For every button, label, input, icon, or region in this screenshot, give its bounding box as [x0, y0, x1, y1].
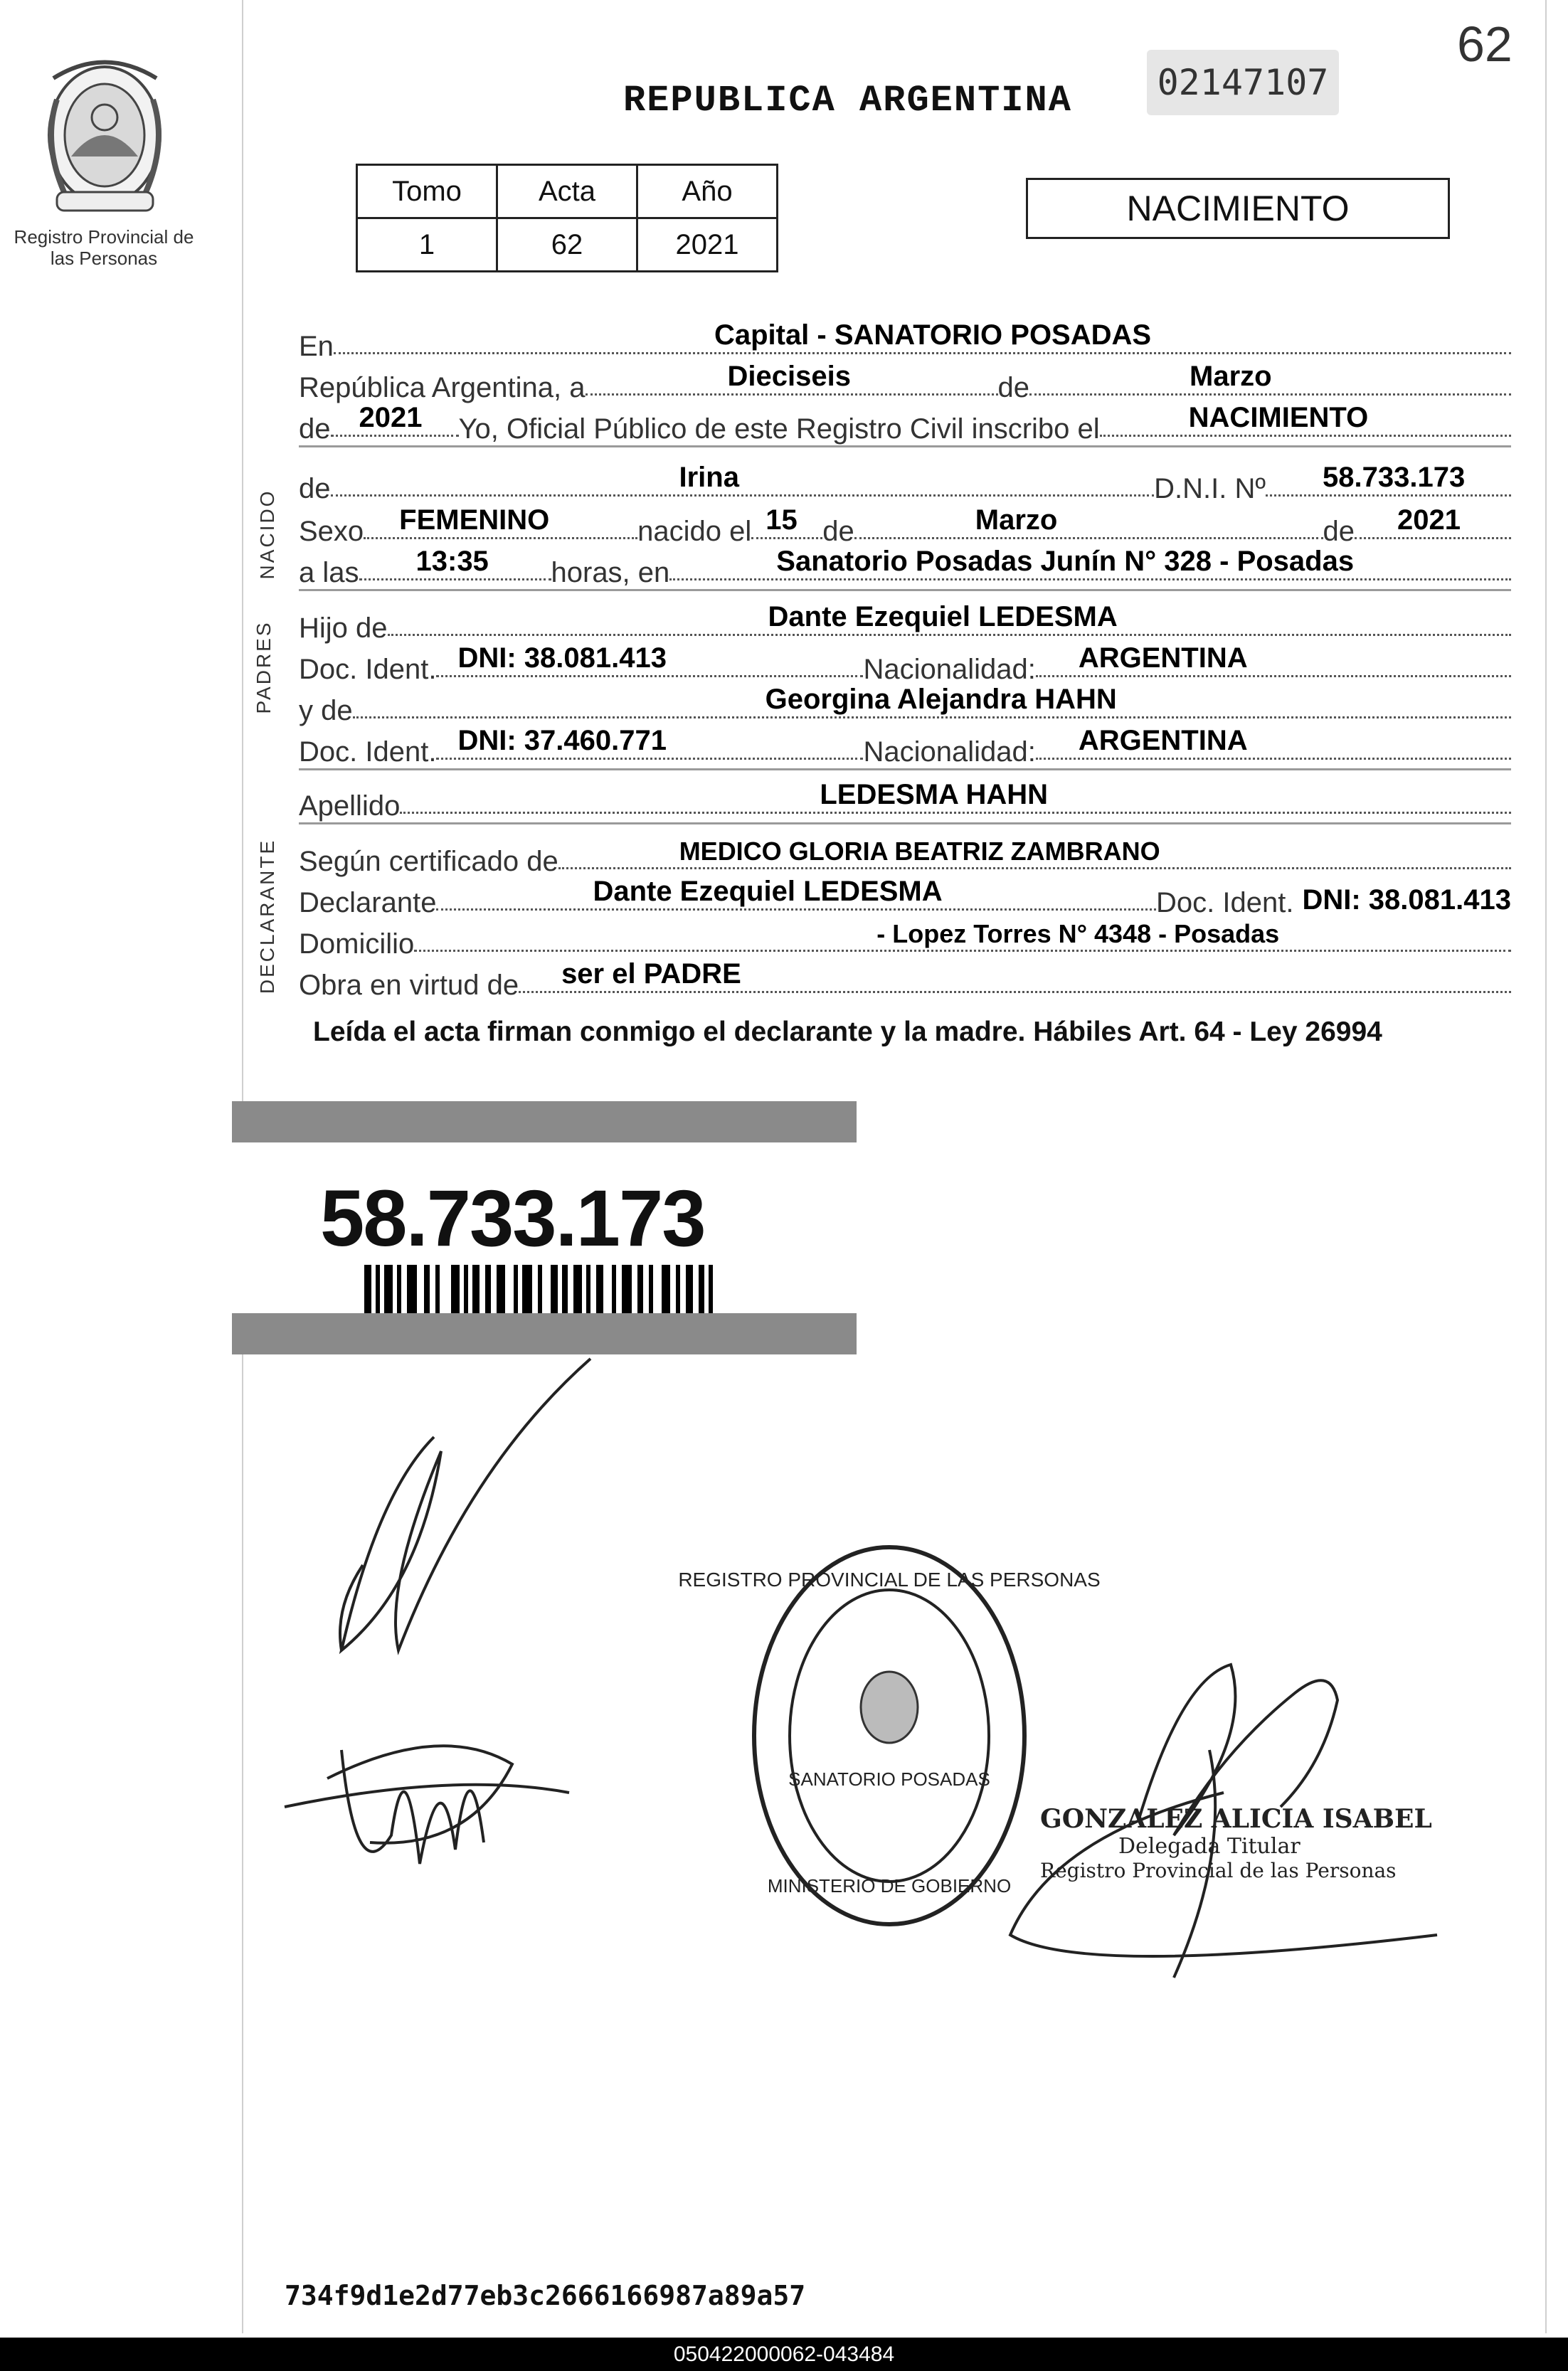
row-inscribo [299, 404, 1511, 447]
label-sexo: Sexo [299, 516, 364, 547]
seal-bottom-text: MINISTERIO DE GOBIERNO [767, 1875, 1012, 1897]
value-lugar: Capital - SANATORIO POSADAS [714, 319, 1152, 351]
value-anio: 2021 [359, 402, 423, 433]
value-hora: 13:35 [415, 546, 489, 577]
label-horas-en: horas, en [551, 557, 670, 588]
anio-value: 2021 [637, 218, 778, 272]
value-apellido: LEDESMA HAHN [820, 779, 1049, 810]
section-padres: PADRES [253, 620, 275, 714]
signer-role: Delegada Titular [1118, 1834, 1301, 1859]
label-domicilio: Domicilio [299, 928, 415, 960]
tomo-acta-table [356, 164, 778, 272]
seal-outer-text: REGISTRO PROVINCIAL DE LAS PERSONAS [678, 1569, 1101, 1591]
value-domicilio: - Lopez Torres N° 4348 - Posadas [876, 919, 1280, 948]
value-madre-nac: ARGENTINA [1078, 725, 1248, 756]
value-sexo: FEMENINO [399, 504, 550, 536]
page-number: 62 [1457, 16, 1513, 72]
value-nombre: Irina [679, 462, 739, 493]
value-declarante-doc: DNI: 38.081.413 [1302, 884, 1511, 916]
label-doc-padre: Doc. Ident. [299, 654, 437, 685]
value-declarante: Dante Ezequiel LEDESMA [593, 876, 943, 907]
closing-note: Leída el acta firman conmigo el declarante y la madre. Hábiles Art. 64 - Ley 26994 [313, 1017, 1382, 1047]
row-madre [299, 686, 1511, 727]
declarant-signature-icon [256, 1352, 626, 1906]
tomo-header: Tomo [357, 165, 497, 218]
label-nacido-el: nacido el [637, 516, 752, 547]
row-domicilio [299, 919, 1511, 960]
label-apellido: Apellido [299, 790, 401, 822]
value-dni: 58.733.173 [1323, 462, 1466, 493]
label-doc-declarante: Doc. Ident. [1156, 887, 1294, 918]
value-nac-dia: 15 [766, 504, 798, 536]
row-hora [299, 548, 1511, 591]
label-de-5: de [1323, 516, 1355, 547]
row-madre-doc [299, 727, 1511, 770]
province-crest-icon [28, 50, 181, 221]
row-fecha [299, 363, 1511, 404]
record-type-box: NACIMIENTO [1026, 178, 1450, 239]
label-hijo-de: Hijo de [299, 612, 388, 644]
signer-block [1040, 1804, 1432, 1882]
label-a-las: a las [299, 557, 359, 588]
row-certificado [299, 837, 1511, 878]
label-nac-padre: Nacionalidad: [863, 654, 1036, 685]
label-en: En [299, 331, 334, 362]
sticker-band-bottom [232, 1313, 857, 1354]
tomo-value: 1 [357, 218, 497, 272]
value-padre-doc: DNI: 38.081.413 [457, 642, 667, 674]
footer-code: 050422000062-043484 [0, 2338, 1568, 2371]
value-obra-virtud: ser el PADRE [561, 958, 741, 990]
registry-caption: Registro Provincial de las Personas [14, 226, 194, 269]
row-obra-virtud [299, 960, 1511, 1002]
anio-header: Año [637, 165, 778, 218]
document-hash: 734f9d1e2d77eb3c2666166987a89a57 [285, 2280, 806, 2311]
value-tipo-inscripcion: NACIMIENTO [1188, 402, 1369, 433]
label-republica: República Argentina, a [299, 372, 586, 403]
row-nombre [299, 464, 1511, 505]
signer-name: GONZALEZ ALICIA ISABEL [1040, 1804, 1432, 1834]
page-title: REPUBLICA ARGENTINA [623, 80, 1072, 122]
value-lugar-nacimiento: Sanatorio Posadas Junín N° 328 - Posadas [776, 546, 1355, 577]
value-madre: Georgina Alejandra HAHN [765, 684, 1117, 715]
row-sexo [299, 506, 1511, 548]
label-yo-oficial: Yo, Oficial Público de este Registro Civil inscribo el [458, 413, 1100, 445]
value-madre-doc: DNI: 37.460.771 [457, 725, 667, 756]
value-mes: Marzo [1190, 361, 1272, 392]
sticker-band-top [232, 1101, 857, 1142]
value-padre-nac: ARGENTINA [1078, 642, 1248, 674]
row-apellido [299, 781, 1511, 824]
value-dia: Dieciseis [727, 361, 851, 392]
label-doc-madre: Doc. Ident. [299, 736, 437, 768]
right-edge-line [1545, 0, 1547, 2333]
label-de-1: de [997, 372, 1029, 403]
label-dni: D.N.I. Nº [1154, 473, 1266, 504]
row-en [299, 319, 1511, 363]
label-declarante: Declarante [299, 887, 437, 918]
signer-office: Registro Provincial de las Personas [1040, 1859, 1397, 1882]
label-y-de: y de [299, 695, 353, 726]
section-nacido: NACIDO [256, 489, 278, 580]
row-padre [299, 603, 1511, 645]
value-nac-mes: Marzo [975, 504, 1058, 536]
row-declarante [299, 878, 1511, 919]
acta-value: 62 [497, 218, 637, 272]
sticker-dni-number: 58.733.173 [320, 1174, 705, 1263]
seal-inner-text: SANATORIO POSADAS [788, 1768, 990, 1790]
section-declarante: DECLARANTE [256, 838, 278, 994]
label-de-3: de [299, 473, 331, 504]
label-de-2: de [299, 413, 331, 445]
value-certificado: MEDICO GLORIA BEATRIZ ZAMBRANO [679, 837, 1160, 866]
dni-sticker [232, 1101, 857, 1354]
value-nac-anio: 2021 [1397, 504, 1461, 536]
serial-number: 02147107 [1147, 50, 1339, 115]
registry-seal-icon [678, 1537, 1101, 1935]
label-de-4: de [822, 516, 854, 547]
label-segun-cert: Según certificado de [299, 846, 558, 877]
label-nac-madre: Nacionalidad: [863, 736, 1036, 768]
barcode-icon [364, 1265, 713, 1316]
acta-header: Acta [497, 165, 637, 218]
label-obra-virtud: Obra en virtud de [299, 970, 519, 1001]
row-padre-doc [299, 642, 1511, 686]
value-padre: Dante Ezequiel LEDESMA [768, 601, 1118, 632]
